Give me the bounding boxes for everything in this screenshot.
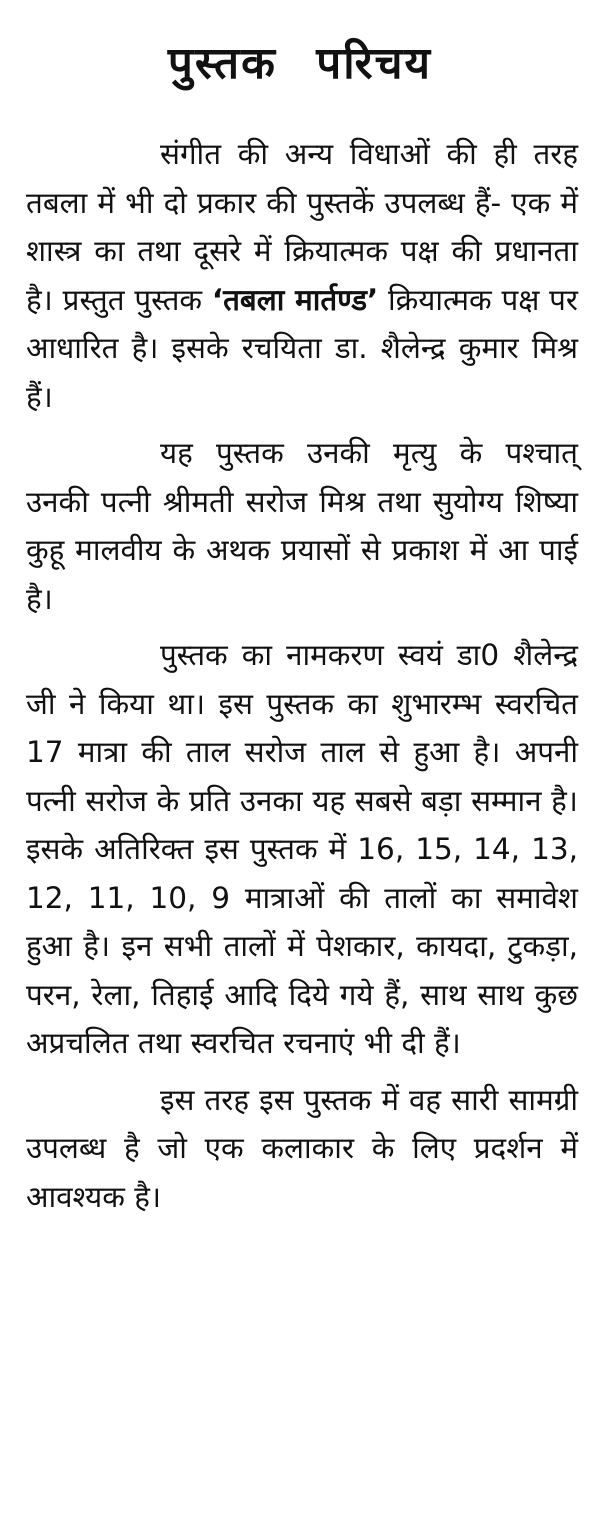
paragraph-4: इस तरह इस पुस्तक में वह सारी सामग्री उपलब्ध है जो एक कलाकार के लिए प्रदर्शन में आवश्यक है। xyxy=(26,1082,578,1214)
paragraph-2: यह पुस्तक उनकी मृत्यु के पश्चात् उनकी पत्नी श्रीमती सरोज मिश्र तथा सुयोग्य शिष्या कुहू मालवीय के अथक प्रयासों से प्रकाश में आ पाई है। xyxy=(26,436,578,616)
paragraph-3: पुस्तक का नामकरण स्वयं डा0 शैलेन्द्र जी ने किया था। इस पुस्तक का शुभारम्भ स्वरचित 17 मात्रा की ताल सरोज ताल से हुआ है। अपनी पत्नी सरोज के प्रति उनका यह सबसे बड़ा सम्मान है। इसके अतिरिक्त इस पुस्तक में 16, 15, 14, 13, 12, 11, 10, 9 मात्राओं की तालों का समावेश हुआ है। इन सभी तालों में पेशकार, कायदा, टुकड़ा, परन, रेला, तिहाई आदि दिये गये हैं, साथ साथ कुछ अप्रचलित तथा स्वरचित रचनाएं भी दी हैं। xyxy=(26,638,578,1060)
paragraph-1 xyxy=(26,130,578,421)
book-name: ‘तबला मार्तण्ड’ xyxy=(211,282,379,317)
paragraph-1-text-start: संगीत की अन्य विधाओं की ही तरह तबला में भी दो प्रकार की पुस्तकें उपलब्ध हैं- एक में शास्त्र का तथा दूसरे में क्रियात्मक पक्ष की प्रधानता है। प्रस्तुत पुस्तक xyxy=(26,137,578,317)
article-body xyxy=(26,130,578,1229)
page-title: पुस्तक परिचय xyxy=(167,38,433,89)
paragraph-1-text-end: क्रियात्मक पक्ष पर आधारित है। इसके रचयिता डा. शैलेन्द्र कुमार मिश्र हैं। xyxy=(26,282,578,414)
